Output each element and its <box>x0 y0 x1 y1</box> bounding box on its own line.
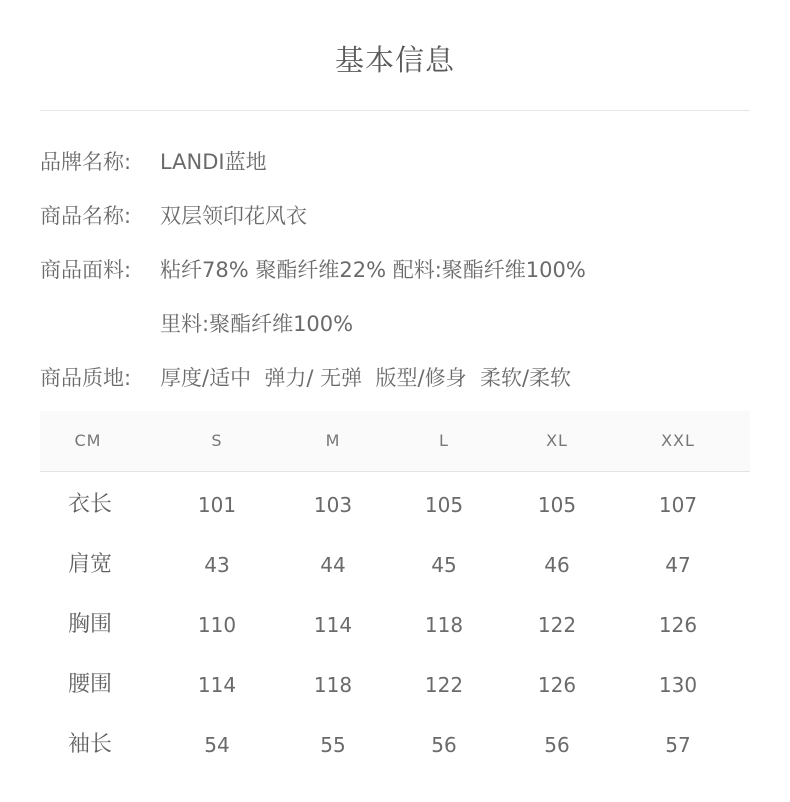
table-cell: 105 <box>537 493 577 517</box>
texture-value: 厚度/适中 弹力/ 无弹 版型/修身 柔软/柔软 <box>160 366 572 390</box>
product-name-value: 双层领印花风衣 <box>160 204 307 228</box>
title-divider <box>40 110 750 111</box>
table-cell: 45 <box>431 553 457 577</box>
material-label: 商品面料: <box>40 258 132 282</box>
table-cell: 103 <box>313 493 353 517</box>
lining-value: 里料:聚酯纤维100% <box>160 312 354 336</box>
table-cell: 114 <box>197 673 237 697</box>
row-label: 腰围 <box>67 672 113 697</box>
info-row-lining <box>40 309 353 339</box>
table-cell: 46 <box>544 553 570 577</box>
table-row-shoulder <box>40 545 750 585</box>
table-cell: 126 <box>537 673 577 697</box>
table-cell: 57 <box>665 733 691 757</box>
page-title: 基本信息 <box>334 43 455 77</box>
row-label: 袖长 <box>67 732 113 757</box>
table-cell: 122 <box>537 613 577 637</box>
table-cell: 122 <box>424 673 464 697</box>
table-cell: 118 <box>313 673 353 697</box>
table-cell: 118 <box>424 613 464 637</box>
table-cell: 101 <box>197 493 237 517</box>
table-cell: 126 <box>658 613 698 637</box>
row-label: 肩宽 <box>67 552 113 577</box>
table-cell: 105 <box>424 493 464 517</box>
table-cell: 56 <box>431 733 457 757</box>
info-row-brand <box>40 147 267 177</box>
material-value: 粘纤78% 聚酯纤维22% 配料:聚酯纤维100% <box>160 258 586 282</box>
product-name-label: 商品名称: <box>40 204 132 228</box>
info-row-name <box>40 201 307 231</box>
brand-value: LANDI蓝地 <box>160 150 267 174</box>
table-cell: 114 <box>313 613 353 637</box>
table-cell: 56 <box>544 733 570 757</box>
header-size-s: S <box>211 431 223 450</box>
table-cell: 110 <box>197 613 237 637</box>
row-label: 胸围 <box>67 612 113 637</box>
header-size-xl: XL <box>546 431 568 450</box>
header-size-xxl: XXL <box>661 431 695 450</box>
brand-label: 品牌名称: <box>40 150 132 174</box>
info-row-material <box>40 255 586 285</box>
header-size-l: L <box>439 431 449 450</box>
table-row-waist <box>40 665 750 705</box>
table-cell: 107 <box>658 493 698 517</box>
table-cell: 47 <box>665 553 691 577</box>
table-row-length <box>40 485 750 525</box>
header-unit: CM <box>74 431 102 450</box>
header-size-m: M <box>325 431 341 450</box>
size-table-header <box>40 411 750 472</box>
table-cell: 55 <box>320 733 346 757</box>
table-row-sleeve <box>40 725 750 765</box>
info-row-texture <box>40 363 571 393</box>
table-row-chest <box>40 605 750 645</box>
texture-label: 商品质地: <box>40 366 132 390</box>
row-label: 衣长 <box>67 492 113 517</box>
table-cell: 43 <box>204 553 230 577</box>
table-cell: 54 <box>204 733 230 757</box>
table-cell: 130 <box>658 673 698 697</box>
table-cell: 44 <box>320 553 346 577</box>
